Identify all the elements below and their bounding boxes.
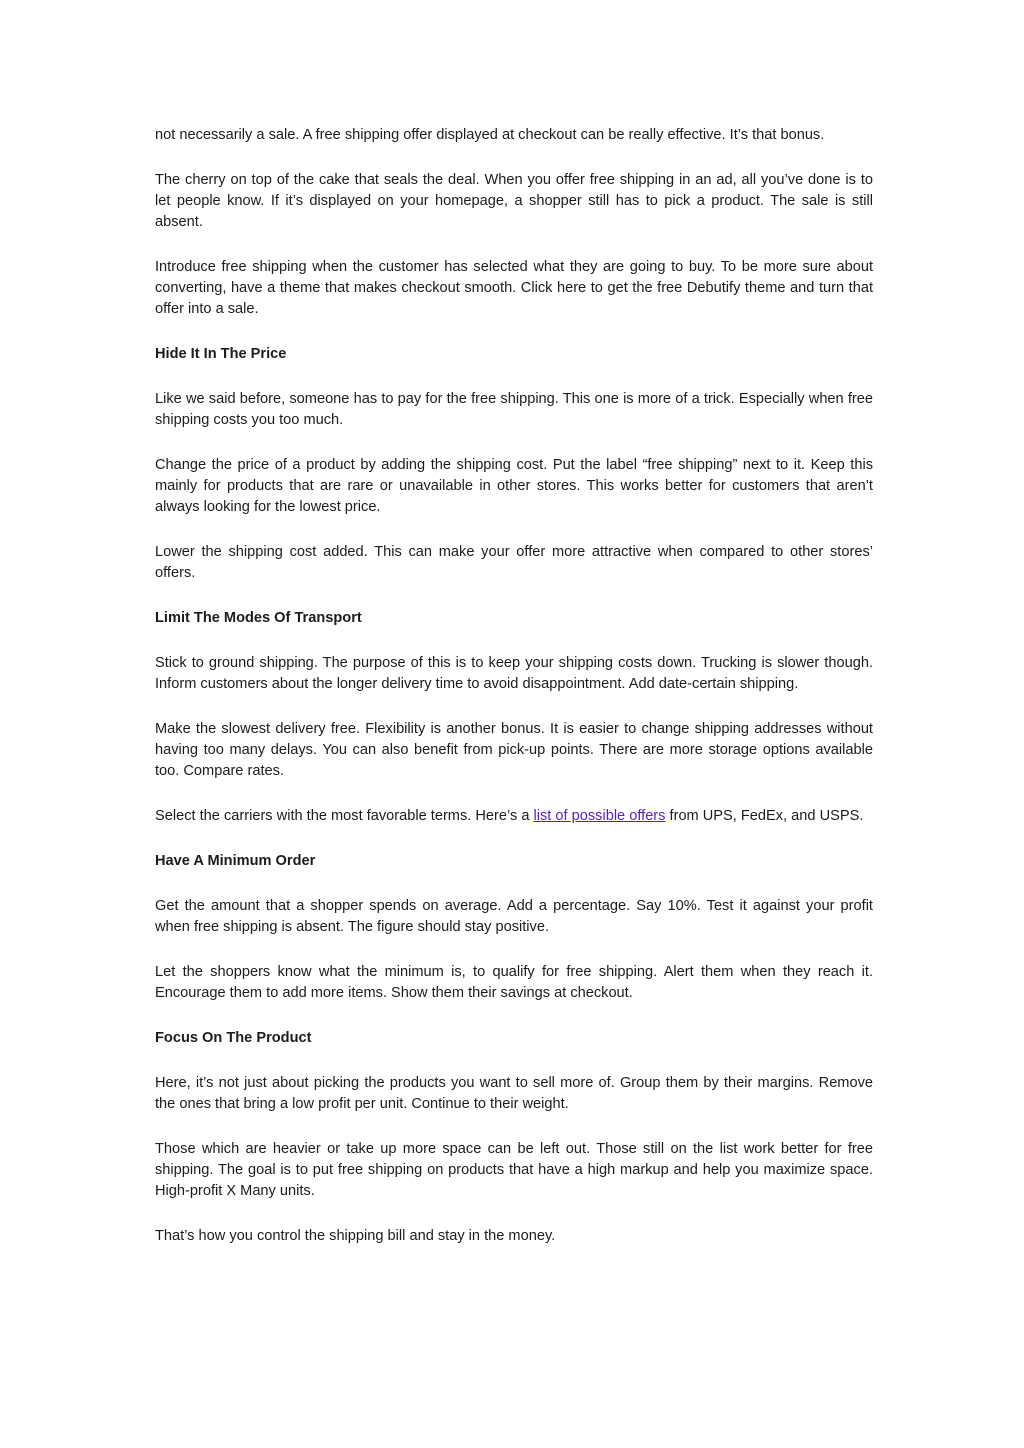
section-heading-modes-transport: Limit The Modes Of Transport (155, 610, 362, 626)
paragraph: Get the amount that a shopper spends on average. Add a percentage. Say 10%. Test it against your profit when free shipping is absent. The figure should stay positive. (155, 898, 873, 935)
paragraph: Let the shoppers know what the minimum is, to qualify for free shipping. Alert them when they reach it. Encourage them to add more items. Show them their savings at checkout. (155, 964, 873, 1001)
paragraph-with-link (155, 806, 873, 827)
section-heading-focus-product: Focus On The Product (155, 1030, 312, 1046)
paragraph: Lower the shipping cost added. This can make your offer more attractive when compared to other stores’ offers. (155, 544, 873, 581)
paragraph: not necessarily a sale. A free shipping offer displayed at checkout can be really effective. It’s that bonus. (155, 127, 825, 143)
paragraph: Stick to ground shipping. The purpose of this is to keep your shipping costs down. Trucking is slower though. Inform customers about the longer delivery time to avoid disappointment. Add date-certain shipping. (155, 655, 873, 692)
paragraph: Introduce free shipping when the customer has selected what they are going to buy. To be more sure about converting, have a theme that makes checkout smooth. Click here to get the free Debutify theme and turn that offer into a sale. (155, 259, 873, 317)
document-page (155, 125, 873, 1271)
paragraph: Change the price of a product by adding the shipping cost. Put the label “free shipping” next to it. Keep this mainly for products that are rare or unavailable in other stores. This works better for customers that aren’t always looking for the lowest price. (155, 457, 873, 515)
paragraph-text: from UPS, FedEx, and USPS. (665, 808, 864, 824)
paragraph: Those which are heavier or take up more space can be left out. Those still on the list work better for free shipping. The goal is to put free shipping on products that have a high markup and help you maximize space. High-profit X Many units. (155, 1141, 873, 1199)
paragraph: The cherry on top of the cake that seals the deal. When you offer free shipping in an ad, all you’ve done is to let people know. If it’s displayed on your homepage, a shopper still has to pick a product. The sale is still absent. (155, 172, 873, 230)
section-heading-minimum-order: Have A Minimum Order (155, 853, 316, 869)
paragraph: That’s how you control the shipping bill and stay in the money. (155, 1228, 556, 1244)
paragraph-text: Select the carriers with the most favorable terms. Here’s a (155, 808, 534, 824)
paragraph: Like we said before, someone has to pay for the free shipping. This one is more of a trick. Especially when free shipping costs you too much. (155, 391, 873, 428)
paragraph: Here, it’s not just about picking the products you want to sell more of. Group them by their margins. Remove the ones that bring a low profit per unit. Continue to their weight. (155, 1075, 873, 1112)
section-heading-hide-price: Hide It In The Price (155, 346, 287, 362)
possible-offers-link[interactable]: list of possible offers (533, 808, 666, 824)
paragraph: Make the slowest delivery free. Flexibility is another bonus. It is easier to change shipping addresses without having too many delays. You can also benefit from pick-up points. There are more storage options available too. Compare rates. (155, 721, 873, 779)
